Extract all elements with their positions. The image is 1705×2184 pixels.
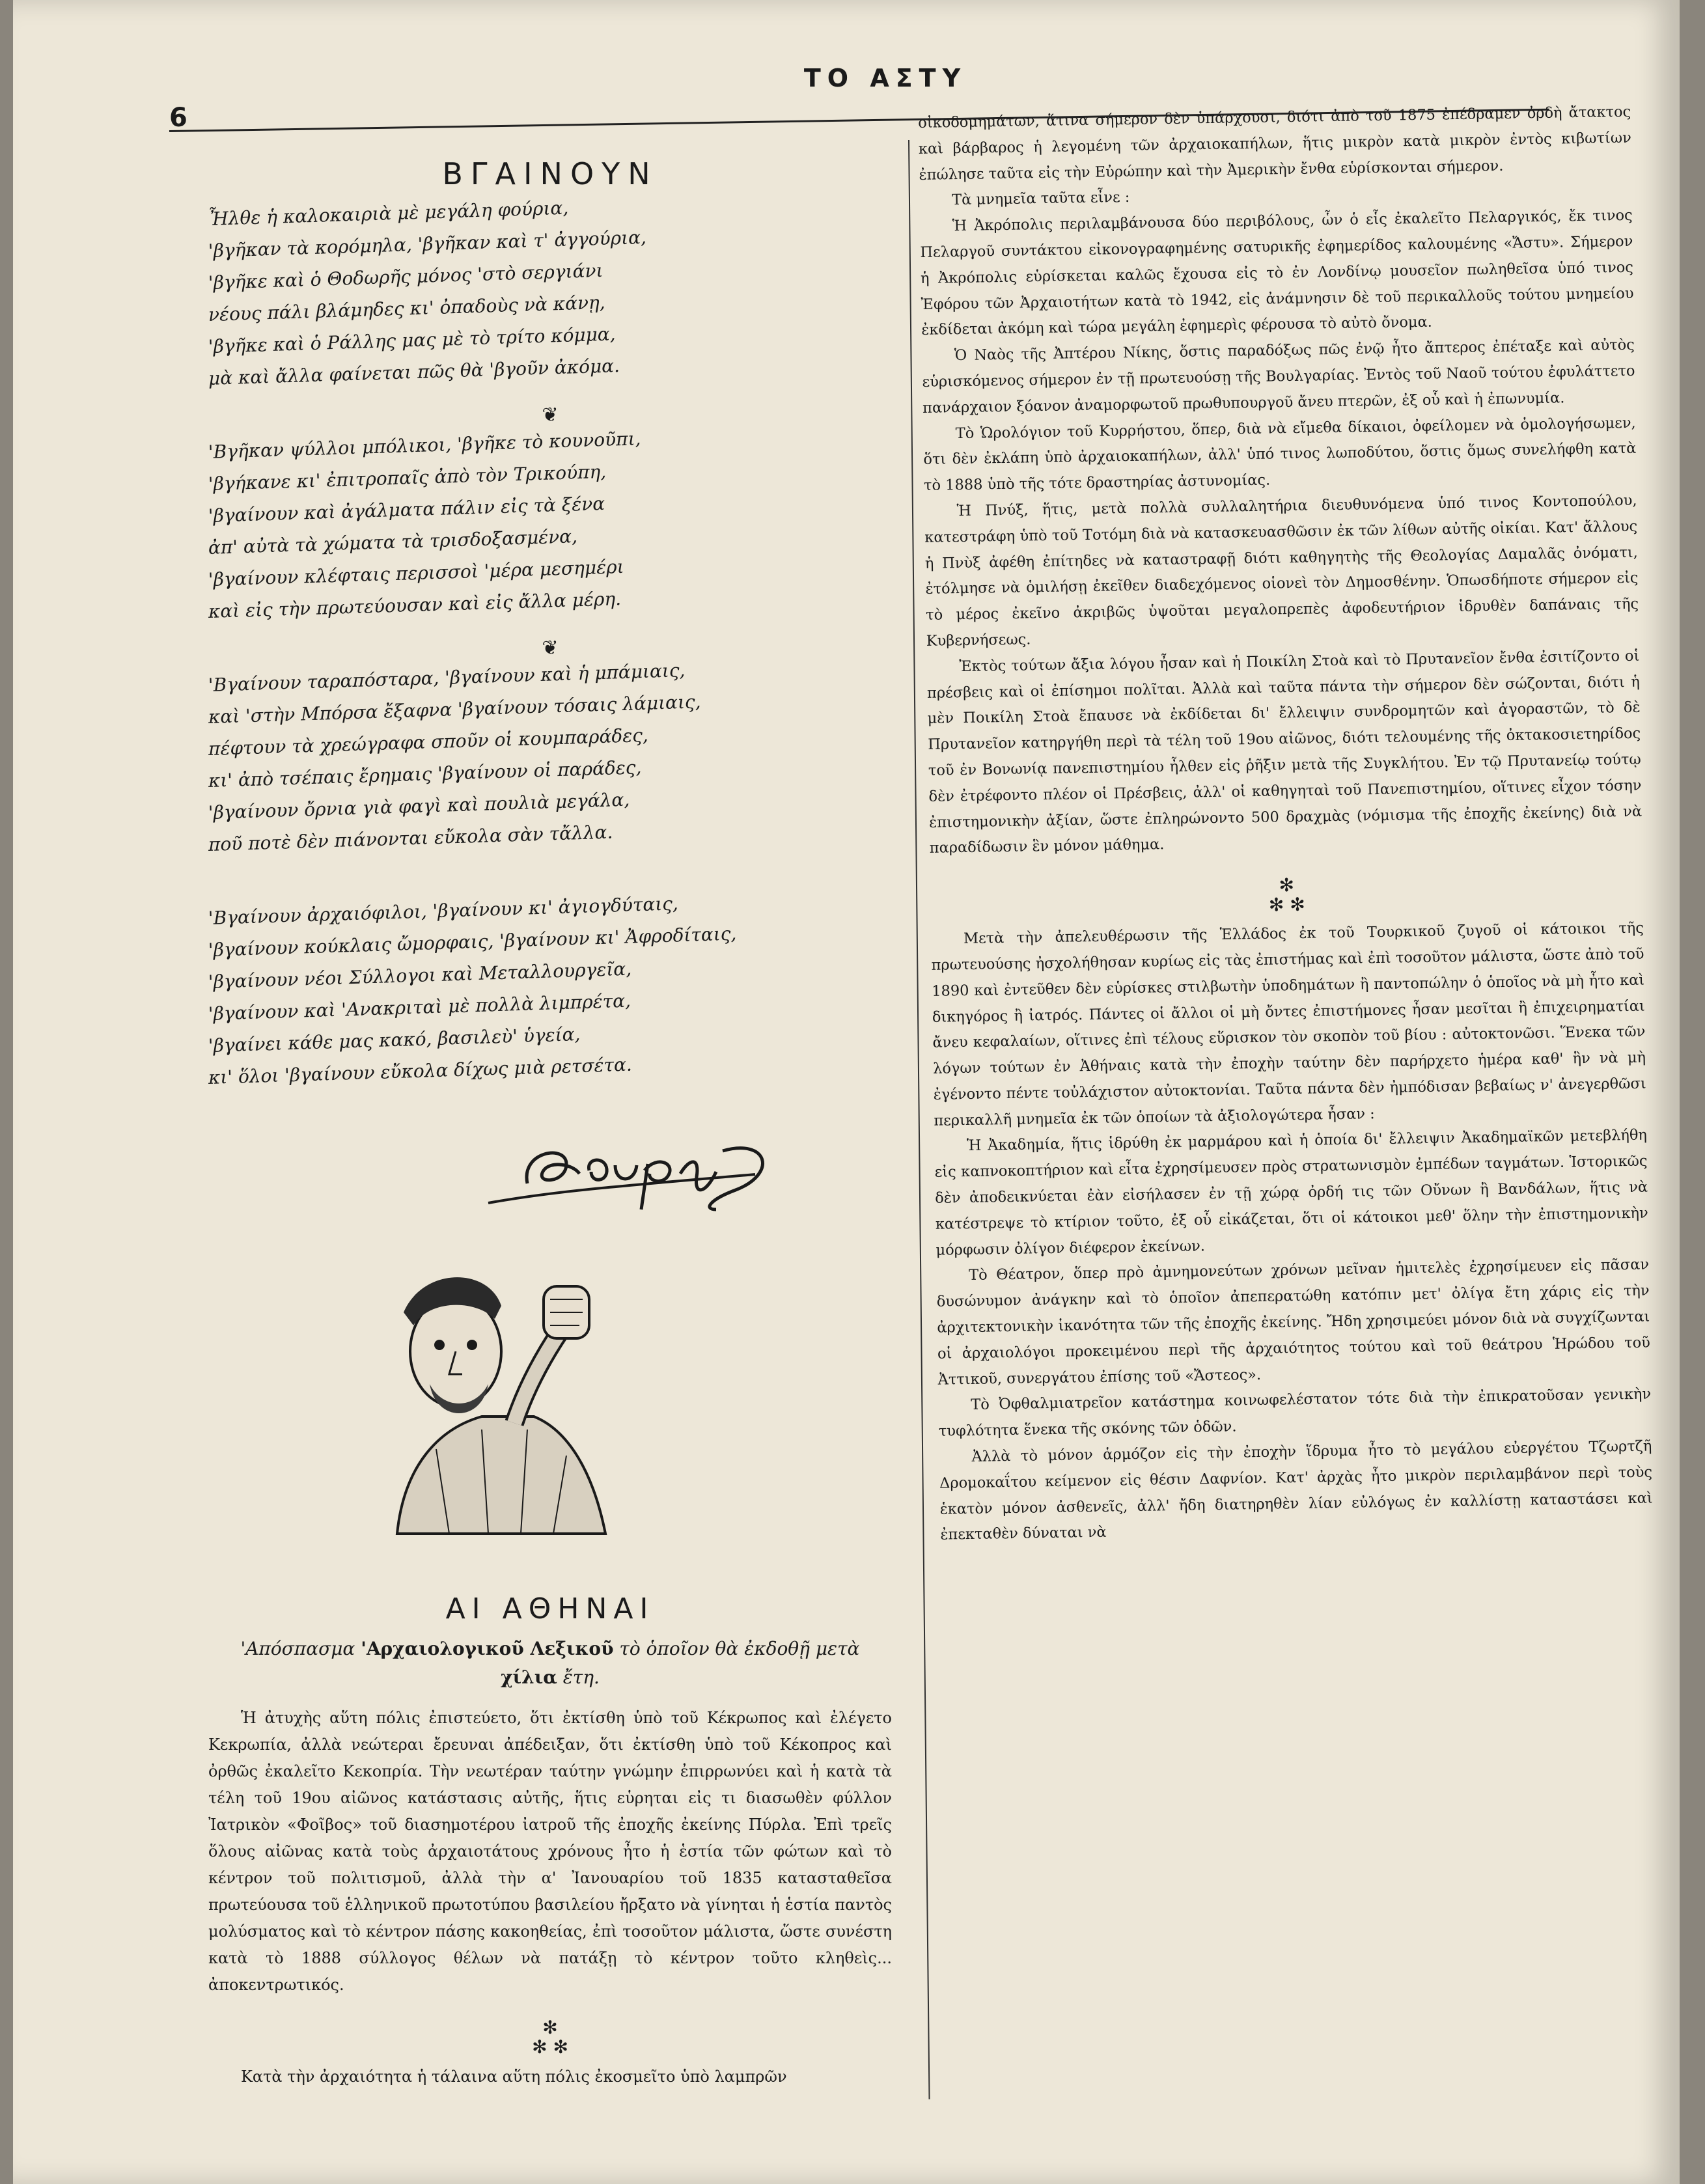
caricature-figure-icon [358, 1254, 631, 1547]
left-column [208, 156, 892, 2090]
poem-verse: Ἦλθε ἡ καλοκαιριὰ μὲ μεγάλη φούρια, [208, 197, 569, 230]
poem-stanza [208, 892, 892, 1094]
subtitle-text: τὸ ὁποῖον θὰ ἐκδοθῇ μετὰ [613, 1638, 860, 1659]
poem-stanza [208, 428, 892, 628]
right-column [918, 100, 1654, 1549]
article-paragraph: Τὰ μνημεῖα ταῦτα εἶνε : [951, 189, 1130, 209]
poem-verse: 'βγαίνουν καὶ 'Ανακριταὶ μὲ πολλὰ λιμπρέτα, [208, 989, 631, 1025]
poem-verse: ἀπ' αὐτὰ τὰ χώματα τὰ τρισδοξασμένα, [208, 525, 578, 559]
article-subtitle [221, 1635, 879, 1692]
poem-verse: 'βγαίνουν ὄρνια γιὰ φαγὶ καὶ πουλιὰ μεγάλα, [208, 788, 630, 823]
poem-verse: 'βγήκανε κι' ἐπιτροπαῖς ἀπὸ τὸν Τρικούπη, [208, 460, 607, 495]
article-paragraph: Κατὰ τὴν ἀρχαιότητα ἡ τάλαινα αὕτη πόλις ἐκοσμεῖτο ὑπὸ λαμπρῶν [241, 2067, 787, 2086]
article-title: ΑΙ ΑΘΗΝΑΙ [445, 1592, 655, 1625]
stanza-ornament-icon: ❦ [542, 404, 559, 426]
poem-verse: 'Βγαίνουν ἀρχαιόφιλοι, 'βγαίνουν κι' ἀγιογδύταις, [208, 892, 679, 929]
poem-verse: κι' ὅλοι 'βγαίνουν εὔκολα δίχως μιὰ ρετσέτα. [208, 1053, 633, 1088]
poem-verse: 'βγῆκαν τὰ κορόμηλα, 'βγῆκαν καὶ τ' ἀγγούρια, [208, 226, 647, 262]
separator-star-icon: ✻ [1279, 874, 1295, 896]
poem-verse: 'βγαίνουν καὶ ἀγάλματα πάλιν εἰς τὰ ξένα [208, 492, 605, 527]
article-paragraph-nike-temple: Ὁ Ναὸς τῆς Ἀπτέρου Νίκης, ὅστις παραδόξως πῶς ἐνῷ ἦτο ἄπτερος ἐπέταξε καὶ αὐτὸς εὑρισκόμενος σήμερον ἐν τῇ πρωτευούσῃ τῆς Βουλγαρίας. Ἐντὸς τοῦ Ναοῦ τούτου ἐφυλάττετο πανάρχαιον ξόανον ἀναμορφωτοῦ πρωθυπουργοῦ ἄνευ πτερῶν, ἐξ οὗ καὶ ἡ ἐπωνυμία. [922, 336, 1635, 417]
section-separator [930, 870, 1644, 920]
section-separator [208, 2018, 892, 2057]
poem-verse: 'Βγαίνουν ταραπόσταρα, 'βγαίνουν καὶ ἡ μπάμιαις, [208, 659, 686, 696]
poem-verse: καὶ 'στὴν Μπόρσα ἔξαφνα 'βγαίνουν τόσαις λάμιαις, [208, 691, 701, 728]
article-paragraph: Ἡ ἀτυχὴς αὕτη πόλις ἐπιστεύετο, ὅτι ἐκτίσθη ὑπὸ τοῦ Κέκρωπος καὶ ἐλέγετο Κεκρωπία, ἀλλὰ νεώτεραι ἔρευναι ἀπέδειξαν, ὅτι ἐκτίσθη ὑπὸ τοῦ Κέκοπρος καὶ ὀρθῶς ἐκαλεῖτο Κεκοπρία. Τὴν νεωτέραν ταύτην γνώμην ἐπιρρωνύει καὶ ἡ κατὰ τὰ τέλη τοῦ 19ου αἰῶνος κατάστασις αὐτῆς, ἥτις εὑρηται εἰς τι διασωθὲν φύλλον Ἰατρικὸν «Φοῖβος» τοῦ διασημοτέρου ἰατροῦ τῆς ἐποχῆς ἐκείνης Πύρλα. Ἐπὶ τρεῖς ὅλους αἰῶνας κατὰ τοὺς ἀρχαιοτάτους χρόνους ἦτο ἡ ἑστία τῶν φώτων καὶ τὸ κέντρον τοῦ πολιτισμοῦ, ἀλλὰ τὴν α' Ἰανουαρίου τοῦ 1835 κατασταθεῖσα πρωτεύουσα τοῦ ἑλληνικοῦ πρωτοτύπου βασιλείου ἤρξατο νὰ γίνηται ἡ ἑστία παντὸς μολύσματος καὶ τὸ κέντρον πάσης κακοηθείας, ἐπὶ τοσοῦτον μάλιστα, ὥστε συνέστη κατὰ τὸ 1888 σύλλογος θέλων νὰ πατάξῃ τὸ κέντρον τοῦτο κληθεὶς... ἀποκεντρωτικός. [208, 1709, 892, 1994]
poem-verse: νέους πάλι βλάμηδες κι' ὀπαδοὺς νὰ κάνῃ, [208, 291, 606, 325]
newspaper-page [13, 0, 1680, 2184]
author-signature [482, 1112, 781, 1223]
poem-verse: 'βγῆκε καὶ ὁ Ράλλης μας μὲ τὸ τρίτο κόμμα, [208, 323, 617, 357]
article-paragraph-clock: Τὸ Ὡρολόγιον τοῦ Κυρρήστου, ὅπερ, διὰ νὰ εἴμεθα δίκαιοι, ὀφείλομεν νὰ ὁμολογήσωμεν, ὅτι δὲν ἐκλάπη ὑπὸ ἀρχαιοκαπήλων, ἀλλ' ὑπό τινος λωποδύτου, ὅστις ὅμως συνελήφθη κατὰ τὸ 1888 ὑπὸ τῆς τότε δραστηρίας ἀστυνομίας. [923, 414, 1637, 495]
poem-title: ΒΓΑΙΝΟΥΝ [442, 156, 658, 191]
separator-stars-icon: ✻ ✻ [1268, 893, 1305, 916]
article-paragraph: Μετὰ τὴν ἀπελευθέρωσιν τῆς Ἑλλάδος ἐκ τοῦ Τουρκικοῦ ζυγοῦ οἱ κάτοικοι τῆς πρωτευούσης ἠσχολήθησαν κυρίως εἰς τὰς ἐπιστήμας καὶ ἐπὶ τοσοῦτον μάλιστα, ὥστε ἀπὸ τοῦ 1890 καὶ ἐντεῦθεν δὲν εὑρίσκες στιλβωτὴν ὑποδημάτων ἢ παντοπώλην ὁ ὁποῖος νὰ μὴ ἦτο καὶ δικηγόρος ἢ ἰατρός. Πάντες οἱ ἄλλοι οἱ μὴ ὄντες ἐπιστήμονες ἦσαν μεσῖται ἢ ἐπιχειρηματίαι ἄνευ κεφαλαίων, οἵτινες ἐπὶ τέλους εὕρισκον τὸν σκοπὸν τοῦ βίου : αὐτοκτονῶσι. Ἕνεκα τῶν λόγων τούτων ἐν Ἀθήναις κατὰ τὴν ἐποχὴν ταύτην δὲν παρήρχετο ἡμέρα καθ' ἣν νὰ μὴ ἐγένοντο πέντε τοὐλάχιστον αὐτοκτονίαι. Ταῦτα πάντα δὲν ἠμπόδισαν βεβαίως ν' ἀνεγερθῶσι περικαλλῆ μνημεῖα ἐκ τῶν ὁποίων τὰ ἀξιολογώτερα ἦσαν : [931, 919, 1646, 1129]
poem-verse: 'βγαίνουν κούκλαις ὤμορφαις, 'βγαίνουν κι' Ἀφροδίταις, [208, 922, 737, 961]
subtitle-emphasis: χίλια [501, 1666, 557, 1688]
subtitle-text: 'Απόσπασμα [240, 1638, 361, 1659]
article-paragraph-theatre: Τὸ Θέατρον, ὅπερ πρὸ ἀμνημονεύτων χρόνων μεῖναν ἡμιτελὲς ἐχρησίμευεν εἰς πᾶσαν δυσώνυμον ἀνάγκην καὶ τὸ ὁποῖον ἀπεπερατώθη κατόπιν μετ' ὀλίγα ἔτη χάρις εἰς τὴν ἀρχιτεκτονικὴν ἱκανότητα τῶν τῆς ἐποχῆς ἐκείνης. Ἤδη χρησιμεύει μόνον διὰ νὰ συγχίζωνται οἱ ἀρχαιολόγοι προκειμένου περὶ τῆς ἀρχαιότητος τούτου καὶ τοῦ θεάτρου Ἡρώδου τοῦ Ἀττικοῦ, συνεργάτου ἐπίσης τοῦ «Ἄστεος». [936, 1256, 1651, 1389]
poem-verse: 'βγαίνει κάθε μας κακό, βασιλεὺ' ὑγεία, [208, 1023, 581, 1057]
poem-verse: πέφτουν τὰ χρεώγραφα σποῦν οἱ κουμπαράδες, [208, 724, 649, 760]
poem-verse: καὶ εἰς τὴν πρωτεύουσαν καὶ εἰς ἄλλα μέρη. [208, 588, 622, 622]
stanza-ornament-icon: ❦ [542, 637, 559, 659]
subtitle-text: ἔτη. [557, 1666, 600, 1688]
poem-verse: 'Βγῆκαν ψύλλοι μπόλικοι, 'βγῆκε τὸ κουνοῦπι, [208, 428, 641, 463]
poem-verse: ποῦ ποτὲ δὲν πιάνονται εὔκολα σὰν τἄλλα. [208, 821, 613, 855]
poem-stanza [208, 659, 892, 861]
separator-stars-icon: ✻ ✻ [532, 2036, 568, 2058]
article-paragraph-pnyx: Ἡ Πνύξ, ἥτις, μετὰ πολλὰ συλλαλητήρια διευθυνόμενα ὑπό τινος Κοντοπούλου, κατεστράφη ὑπὸ τοῦ Τοτόμη διὰ νὰ κατασκευασθῶσιν ἐκ τῶν λίθων αὐτῆς οἰκίαι. Κατ' ἄλλους ἡ Πνὺξ ἀφέθη ἐπίτηδες νὰ καταστραφῇ διότι καθηγητὴς τῆς Θεολογίας Δαμαλᾶς ὀνόματι, ἐτόλμησε νὰ ὁμιλήσῃ ἐκεῖθεν διαδεχόμενος οἱονεὶ τὸν Δημοσθένην. Ὁπωσδήποτε σήμερον εἰς τὸ μέρος ἐκεῖνο ἀκριβῶς ὑψοῦται μεγαλοπρεπὲς ἀφοδευτήριον ἱδρυθὲν δαπάναις τῆς Κυβερνήσεως. [924, 491, 1639, 650]
poem-verse: μὰ καὶ ἄλλα φαίνεται πῶς θὰ 'βγοῦν ἀκόμα. [208, 355, 620, 389]
poem-verse: 'βγαίνουν νέοι Σύλλογοι καὶ Μεταλλουργεῖα, [208, 958, 632, 993]
article-paragraph: οἰκοδομημάτων, ἅτινα σήμερον δὲν ὑπάρχουσι, διότι ἀπὸ τοῦ 1875 ἐπέδραμεν ὀρδὴ ἄτακτος καὶ βάρβαρος ἡ λεγομένη τῶν ἀρχαιοκαπήλων, ἥτις μικρὸν κατὰ μικρὸν ἐντὸς κιβωτίων ἐπώλησε ταῦτα εἰς τὴν Εὐρώπην καὶ τὴν Ἀμερικὴν ἔνθα εὑρίσκονται σήμερον. [918, 103, 1631, 184]
caricature-illustration [358, 1254, 631, 1547]
subtitle-emphasis: 'Αρχαιολογικοῦ Λεξικοῦ [361, 1638, 614, 1659]
signature-icon [482, 1112, 781, 1223]
poem-verse: 'βγαίνουν κλέφταις περισσοὶ 'μέρα μεσημέρι [208, 555, 625, 590]
poem-verse: 'βγῆκε καὶ ὁ Θοδωρῆς μόνος 'στὸ σεργιάνι [208, 259, 603, 294]
poem-verse: κι' ἀπὸ τσέπαις ἔρημαις 'βγαίνουν οἱ παράδες, [208, 756, 642, 792]
page-number: 6 [169, 103, 187, 133]
article-paragraph-acropolis: Ἡ Ἀκρόπολις περιλαμβάνουσα δύο περιβόλους, ὧν ὁ εἷς ἐκαλεῖτο Πελαργικός, ἔκ τινος Πελαργοῦ συντάκτου εἰκονογραφημένης σατυρικῆς ἐφημερίδος καλουμένης «Ἄστυ». Σήμερον ἡ Ἀκρόπολις εὑρίσκεται καλῶς ἔχουσα εἰς τὸ ἐν Λονδίνῳ μουσεῖον πωληθεῖσα ὑπό τινος Ἐφόρου τῶν Ἀρχαιοτήτων κατὰ τὸ 1942, εἰς ἀνάμνησιν δὲ τοῦ περικαλλοῦς τούτου μνημείου ἐκδίδεται ἀκόμη καὶ τώρα μεγάλη ἐφημερὶς φέρουσα τὸ αὐτὸ ὄνομα. [920, 206, 1634, 339]
article-paragraph-academy: Ἡ Ἀκαδημία, ἥτις ἱδρύθη ἐκ μαρμάρου καὶ ἡ ὁποία δι' ἔλλειψιν Ἀκαδημαϊκῶν μετεβλήθη εἰς καπνοκοπτήριον καὶ εἶτα ἐχρησίμευσεν πρὸς στρατωνισμὸν ἐμπέδων ταγμάτων. Ἱστορικῶς δὲν ἀποδεικνύεται ἐὰν εἰσήλασεν ἐν τῇ χώρᾳ ὀρδή τις τῶν Οὔνων ἢ Βανδάλων, ἥτις νὰ κατέστρεψε τὸ κτίριον τοῦτο, ἐξ οὗ εἰκάζεται, ὅτι οἱ κάτοικοι μεθ' ὅλην τὴν ἐπιστημονικὴν μόρφωσιν ὀλίγον διέφερον ἐκείνων. [934, 1127, 1648, 1259]
article-paragraph-ophthalmology: Τὸ Ὀφθαλμιατρεῖον κατάστημα κοινωφελέστατον τότε διὰ τὴν ἐπικρατοῦσαν γενικὴν τυφλότητα ἕνεκα τῆς σκόνης τῶν ὁδῶν. [938, 1386, 1652, 1440]
newspaper-masthead: ΤΟ ΑΣΤΥ [803, 64, 967, 92]
poem-stanza [208, 197, 892, 394]
article-paragraph-dromokaiteio: Ἀλλὰ τὸ μόνον ἁρμόζον εἰς τὴν ἐποχὴν ἵδρυμα ἦτο τὸ μεγάλου εὐεργέτου Τζωρτζῆ Δρομοκαΐτου κείμενον εἰς θέσιν Δαφνίον. Κατ' ἀρχὰς ἦτο μικρὸν περιλαμβάνον περὶ τοὺς ἑκατὸν μόνον ἀσθενεῖς, ἀλλ' ἤδη διατηρηθὲν λίαν εὐλόγως ἐν καλλίστῃ καταστάσει καὶ ἐπεκταθὲν δύναται νὰ [939, 1437, 1653, 1544]
separator-star-icon: ✻ [542, 2017, 558, 2038]
article-paragraph-stoa: Ἐκτὸς τούτων ἄξια λόγου ἦσαν καὶ ἡ Ποικίλη Στοὰ καὶ τὸ Πρυτανεῖον ἔνθα ἐσιτίζοντο οἱ πρέσβεις καὶ οἱ ἐπίσημοι πολῖται. Ἀλλὰ καὶ ταῦτα πάντα τὴν σήμερον δὲν σώζονται, διότι ἡ μὲν Ποικίλη Στοὰ ἔπαυσε νὰ ἐκδίδεται δι' ἔλλειψιν συνδρομητῶν καὶ ἀγοραστῶν, τὸ δὲ Πρυτανεῖον κατηργήθη περὶ τὰ τέλη τοῦ 19ου αἰῶνος, διότι τελουμένης τῆς ὀκτακοσιετηρίδος τοῦ ἐν Βονωνίᾳ πανεπιστημίου ἦλθεν εἰς ῥῆξιν μετὰ τῆς Συγκλήτου. Ἐν τῷ Πρυτανείῳ τούτῳ δὲν ἐτρέφοντο πλέον οἱ Πρέσβεις, ἀλλ' οἱ καθηγηταὶ τοῦ Πανεπιστημίου, οἵτινες εἶχον τόσην ἐπιστημονικὴν ἀξίαν, ὥστε ἐπληρώνοντο 500 δραχμὰς (νόμισμα τῆς ἐποχῆς ἐκείνης) διὰ νὰ παραδίδωσιν ἓν μόνον μάθημα. [926, 647, 1643, 857]
